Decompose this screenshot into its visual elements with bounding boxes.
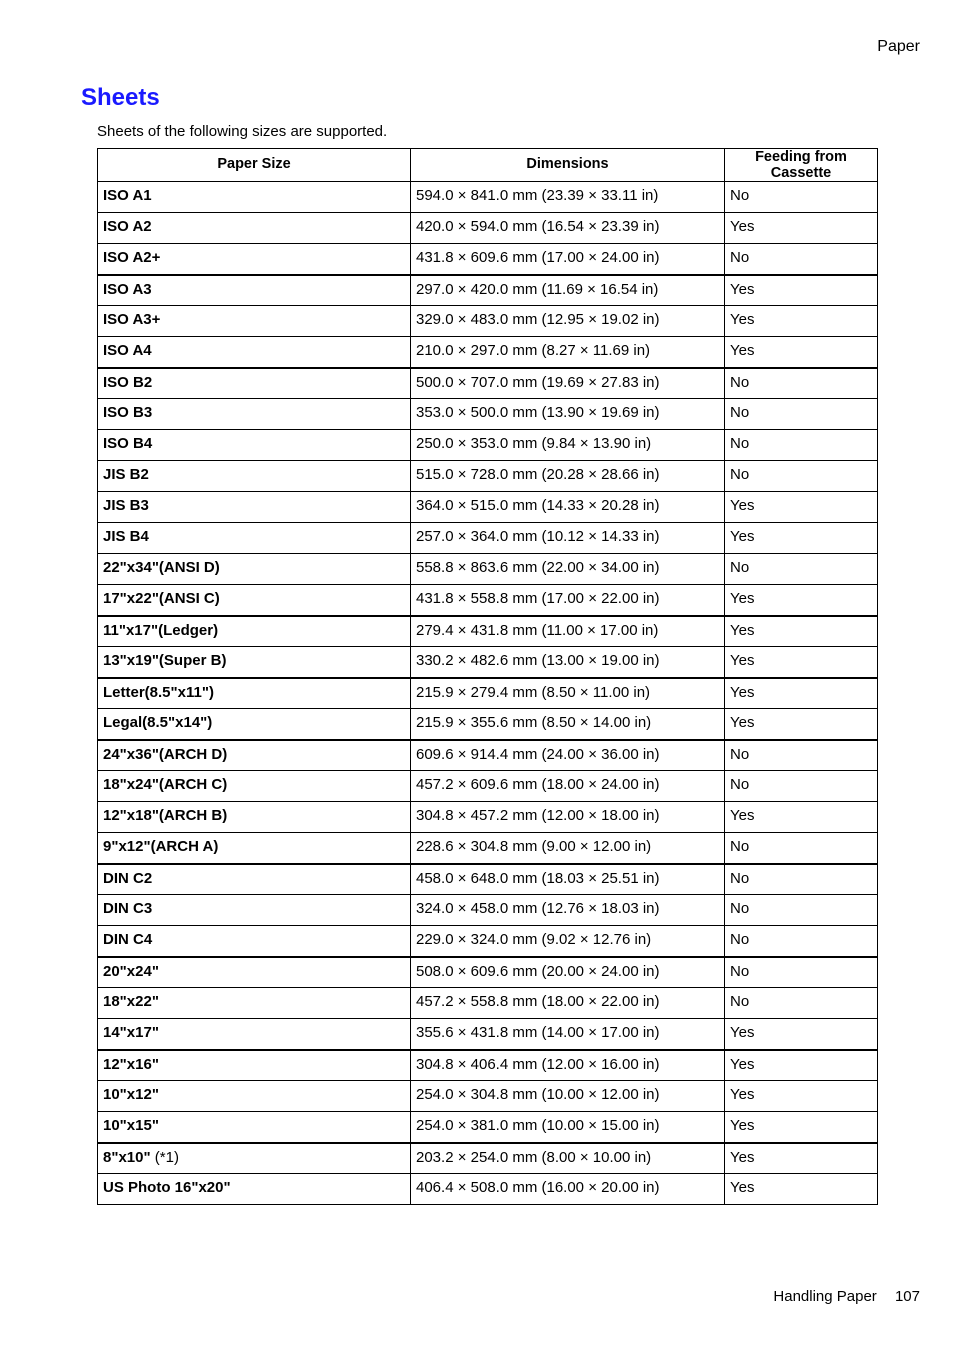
paper-size-cell — [98, 1112, 411, 1143]
paper-size-cell — [98, 678, 411, 709]
paper-size-cell — [98, 771, 411, 802]
paper-size-cell — [98, 1019, 411, 1050]
table-row — [98, 492, 878, 523]
running-header: Paper — [877, 38, 920, 55]
table-row — [98, 306, 878, 337]
cassette-cell: Yes — [725, 802, 878, 833]
paper-size-name: 11"x17"(Ledger) — [103, 621, 219, 639]
dimensions-cell: 431.8 × 558.8 mm (17.00 × 22.00 in) — [411, 585, 725, 616]
cassette-cell: Yes — [725, 1143, 878, 1174]
paper-size-name: JIS B4 — [103, 528, 149, 545]
dimensions-cell: 353.0 × 500.0 mm (13.90 × 19.69 in) — [411, 399, 725, 430]
table-row — [98, 368, 878, 399]
cassette-cell: No — [725, 182, 878, 213]
cassette-cell: No — [725, 244, 878, 275]
paper-size-cell — [98, 1174, 411, 1205]
cassette-cell: Yes — [725, 523, 878, 554]
dimensions-cell: 500.0 × 707.0 mm (19.69 × 27.83 in) — [411, 368, 725, 399]
table-row — [98, 740, 878, 771]
cassette-cell: No — [725, 430, 878, 461]
dimensions-cell: 329.0 × 483.0 mm (12.95 × 19.02 in) — [411, 306, 725, 337]
dimensions-cell: 324.0 × 458.0 mm (12.76 × 18.03 in) — [411, 895, 725, 926]
dimensions-cell: 254.0 × 381.0 mm (10.00 × 15.00 in) — [411, 1112, 725, 1143]
paper-size-cell — [98, 740, 411, 771]
table-row — [98, 461, 878, 492]
table-row — [98, 1081, 878, 1112]
paper-size-cell — [98, 1050, 411, 1081]
table-row — [98, 1112, 878, 1143]
cassette-cell: No — [725, 833, 878, 864]
dimensions-cell: 279.4 × 431.8 mm (11.00 × 17.00 in) — [411, 616, 725, 647]
table-row — [98, 430, 878, 461]
cassette-cell: No — [725, 895, 878, 926]
paper-size-cell — [98, 647, 411, 678]
paper-size-cell — [98, 461, 411, 492]
cassette-cell: Yes — [725, 1112, 878, 1143]
paper-size-name: 17"x22"(ANSI C) — [103, 590, 220, 607]
cassette-cell: Yes — [725, 337, 878, 368]
dimensions-cell: 508.0 × 609.6 mm (20.00 × 24.00 in) — [411, 957, 725, 988]
table-row — [98, 1174, 878, 1205]
paper-size-name: US Photo 16"x20" — [103, 1179, 231, 1196]
paper-size-cell — [98, 430, 411, 461]
paper-size-name: ISO A2+ — [103, 249, 161, 266]
paper-size-name: ISO A4 — [103, 342, 152, 359]
table-row — [98, 833, 878, 864]
column-header-dimensions: Dimensions — [411, 149, 725, 182]
table-row — [98, 244, 878, 275]
dimensions-cell: 304.8 × 457.2 mm (12.00 × 18.00 in) — [411, 802, 725, 833]
dimensions-cell: 250.0 × 353.0 mm (9.84 × 13.90 in) — [411, 430, 725, 461]
dimensions-cell: 594.0 × 841.0 mm (23.39 × 33.11 in) — [411, 182, 725, 213]
dimensions-cell: 215.9 × 355.6 mm (8.50 × 14.00 in) — [411, 709, 725, 740]
cassette-cell: Yes — [725, 585, 878, 616]
paper-size-name: ISO A3 — [103, 280, 152, 298]
paper-size-cell — [98, 709, 411, 740]
table-row — [98, 337, 878, 368]
page-number: 107 — [894, 1288, 920, 1305]
paper-size-cell — [98, 585, 411, 616]
table-row — [98, 275, 878, 306]
table-row — [98, 957, 878, 988]
cassette-cell: Yes — [725, 647, 878, 678]
table-row — [98, 213, 878, 244]
paper-size-cell — [98, 523, 411, 554]
dimensions-cell: 457.2 × 558.8 mm (18.00 × 22.00 in) — [411, 988, 725, 1019]
table-row — [98, 616, 878, 647]
paper-size-name: 20"x24" — [103, 962, 159, 980]
dimensions-cell: 364.0 × 515.0 mm (14.33 × 20.28 in) — [411, 492, 725, 523]
paper-size-cell — [98, 926, 411, 957]
paper-sizes-table — [97, 148, 878, 1205]
paper-size-name: ISO B3 — [103, 404, 153, 421]
cassette-cell: Yes — [725, 709, 878, 740]
paper-size-name: 24"x36"(ARCH D) — [103, 745, 228, 763]
dimensions-cell: 330.2 × 482.6 mm (13.00 × 19.00 in) — [411, 647, 725, 678]
dimensions-cell: 297.0 × 420.0 mm (11.69 × 16.54 in) — [411, 275, 725, 306]
paper-size-name: 18"x24"(ARCH C) — [103, 776, 228, 793]
table-row — [98, 988, 878, 1019]
paper-size-name: JIS B2 — [103, 466, 149, 483]
cassette-cell: Yes — [725, 1174, 878, 1205]
page-footer — [773, 1288, 920, 1305]
paper-size-name: JIS B3 — [103, 497, 149, 514]
paper-size-name: ISO B4 — [103, 435, 153, 452]
paper-size-cell — [98, 399, 411, 430]
paper-size-cell — [98, 895, 411, 926]
dimensions-cell: 406.4 × 508.0 mm (16.00 × 20.00 in) — [411, 1174, 725, 1205]
cassette-cell: No — [725, 864, 878, 895]
paper-size-cell — [98, 492, 411, 523]
dimensions-cell: 228.6 × 304.8 mm (9.00 × 12.00 in) — [411, 833, 725, 864]
paper-size-cell — [98, 1081, 411, 1112]
table-body — [98, 182, 878, 1205]
paper-size-name: 14"x17" — [103, 1024, 159, 1041]
cassette-cell: Yes — [725, 678, 878, 709]
paper-size-name: 13"x19"(Super B) — [103, 652, 227, 669]
cassette-cell: No — [725, 368, 878, 399]
dimensions-cell: 215.9 × 279.4 mm (8.50 × 11.00 in) — [411, 678, 725, 709]
paper-size-cell — [98, 337, 411, 368]
cassette-cell: No — [725, 771, 878, 802]
table-row — [98, 554, 878, 585]
cassette-cell: Yes — [725, 1050, 878, 1081]
cassette-cell: Yes — [725, 1081, 878, 1112]
cassette-cell: No — [725, 740, 878, 771]
paper-size-name: 22"x34"(ANSI D) — [103, 559, 220, 576]
paper-size-name: DIN C3 — [103, 900, 153, 917]
dimensions-cell: 420.0 × 594.0 mm (16.54 × 23.39 in) — [411, 213, 725, 244]
paper-size-name: 9"x12"(ARCH A) — [103, 838, 219, 855]
paper-size-name: 18"x22" — [103, 993, 159, 1010]
paper-size-name: ISO A3+ — [103, 311, 161, 328]
table-row — [98, 399, 878, 430]
table-row — [98, 523, 878, 554]
paper-size-cell — [98, 616, 411, 647]
cassette-cell: No — [725, 988, 878, 1019]
cassette-cell: Yes — [725, 1019, 878, 1050]
cassette-cell: Yes — [725, 306, 878, 337]
paper-size-cell — [98, 988, 411, 1019]
paper-size-cell — [98, 306, 411, 337]
cassette-cell: No — [725, 926, 878, 957]
cassette-cell: No — [725, 461, 878, 492]
cassette-cell: No — [725, 399, 878, 430]
section-title: Sheets — [81, 84, 160, 111]
table-row — [98, 864, 878, 895]
cassette-cell: Yes — [725, 275, 878, 306]
table-row — [98, 1019, 878, 1050]
paper-size-name: 10"x12" — [103, 1086, 159, 1103]
paper-size-cell — [98, 554, 411, 585]
cassette-cell: Yes — [725, 213, 878, 244]
table-row — [98, 182, 878, 213]
paper-size-cell — [98, 957, 411, 988]
table-header-row — [98, 149, 878, 182]
paper-size-name: Legal(8.5"x14") — [103, 714, 213, 731]
table-row — [98, 709, 878, 740]
dimensions-cell: 609.6 × 914.4 mm (24.00 × 36.00 in) — [411, 740, 725, 771]
dimensions-cell: 431.8 × 609.6 mm (17.00 × 24.00 in) — [411, 244, 725, 275]
paper-size-cell — [98, 1143, 411, 1174]
dimensions-cell: 558.8 × 863.6 mm (22.00 × 34.00 in) — [411, 554, 725, 585]
footnote-ref: (*1) — [154, 1148, 179, 1166]
paper-size-name: ISO A2 — [103, 218, 152, 235]
intro-text: Sheets of the following sizes are supported. — [97, 123, 388, 140]
paper-size-name: DIN C4 — [103, 931, 153, 948]
table-row — [98, 678, 878, 709]
paper-size-cell — [98, 802, 411, 833]
paper-size-cell — [98, 213, 411, 244]
paper-size-name: 10"x15" — [103, 1117, 159, 1134]
dimensions-cell: 304.8 × 406.4 mm (12.00 × 16.00 in) — [411, 1050, 725, 1081]
table-row — [98, 647, 878, 678]
column-header-feeding: Feeding from Cassette — [725, 149, 878, 182]
paper-size-name: DIN C2 — [103, 869, 153, 887]
dimensions-cell: 457.2 × 609.6 mm (18.00 × 24.00 in) — [411, 771, 725, 802]
dimensions-cell: 203.2 × 254.0 mm (8.00 × 10.00 in) — [411, 1143, 725, 1174]
paper-size-name: ISO A1 — [103, 187, 152, 204]
paper-size-cell — [98, 244, 411, 275]
table-row — [98, 771, 878, 802]
paper-size-name: 8"x10" — [103, 1148, 151, 1166]
dimensions-cell: 515.0 × 728.0 mm (20.28 × 28.66 in) — [411, 461, 725, 492]
paper-size-cell — [98, 368, 411, 399]
table-row — [98, 1050, 878, 1081]
cassette-cell: Yes — [725, 492, 878, 523]
paper-size-name: Letter(8.5"x11") — [103, 683, 214, 701]
cassette-cell: No — [725, 554, 878, 585]
column-header-paper-size: Paper Size — [98, 149, 411, 182]
table-row — [98, 585, 878, 616]
cassette-cell: No — [725, 957, 878, 988]
dimensions-cell: 458.0 × 648.0 mm (18.03 × 25.51 in) — [411, 864, 725, 895]
paper-size-cell — [98, 833, 411, 864]
dimensions-cell: 257.0 × 364.0 mm (10.12 × 14.33 in) — [411, 523, 725, 554]
paper-size-name: 12"x18"(ARCH B) — [103, 807, 228, 824]
cassette-cell: Yes — [725, 616, 878, 647]
paper-size-cell — [98, 182, 411, 213]
table-row — [98, 1143, 878, 1174]
dimensions-cell: 254.0 × 304.8 mm (10.00 × 12.00 in) — [411, 1081, 725, 1112]
footer-section: Handling Paper — [773, 1288, 877, 1305]
table-row — [98, 895, 878, 926]
paper-size-cell — [98, 864, 411, 895]
paper-size-name: ISO B2 — [103, 373, 153, 391]
dimensions-cell: 355.6 × 431.8 mm (14.00 × 17.00 in) — [411, 1019, 725, 1050]
dimensions-cell: 229.0 × 324.0 mm (9.02 × 12.76 in) — [411, 926, 725, 957]
paper-size-cell — [98, 275, 411, 306]
paper-size-name: 12"x16" — [103, 1055, 159, 1073]
table-row — [98, 926, 878, 957]
table-row — [98, 802, 878, 833]
dimensions-cell: 210.0 × 297.0 mm (8.27 × 11.69 in) — [411, 337, 725, 368]
